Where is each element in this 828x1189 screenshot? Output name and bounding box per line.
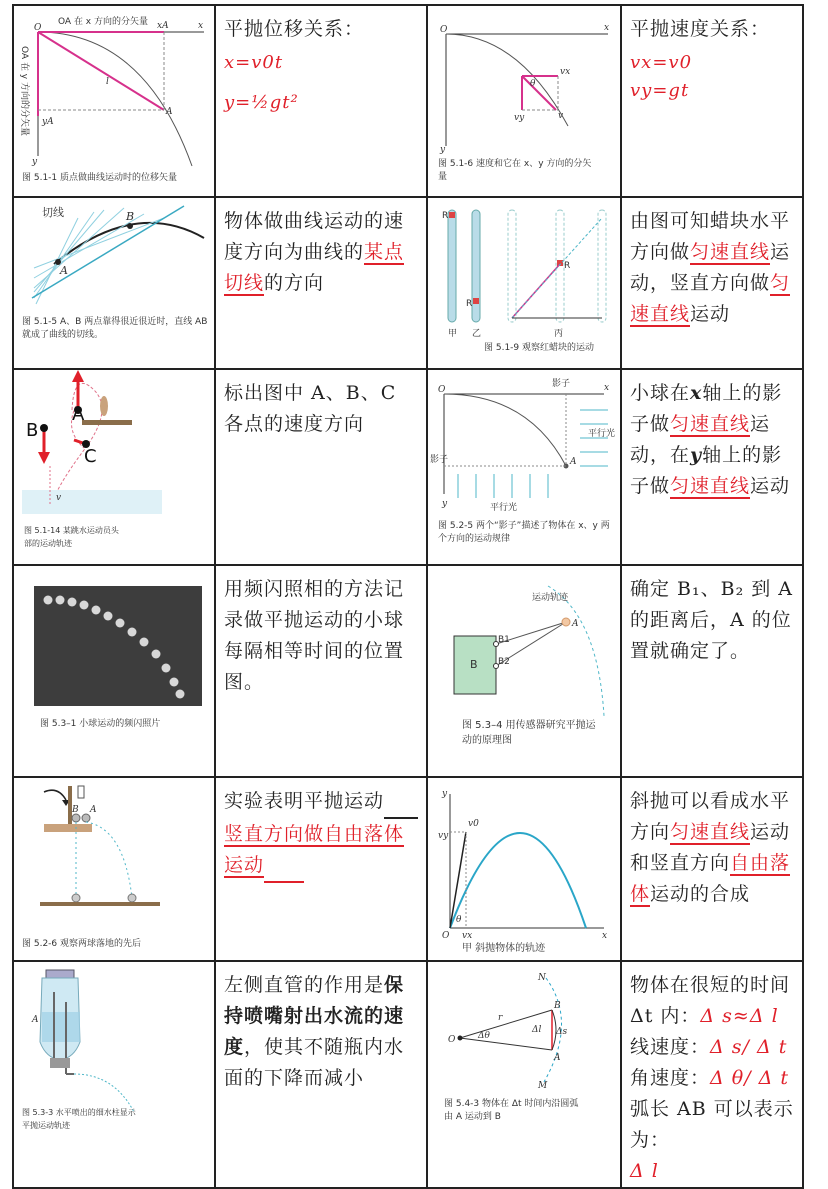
label-bing: 丙 xyxy=(554,329,564,339)
formula-vx: vx=v0 xyxy=(630,52,693,73)
figure-caption: 图 5.3-3 水平喷出的细水柱显示平抛运动轨迹 xyxy=(22,1108,136,1130)
text-cell xyxy=(621,5,803,197)
label-r2: R xyxy=(466,299,473,309)
label-b: B xyxy=(126,210,135,223)
text-line-1: 物体在很短的时间 xyxy=(630,974,791,996)
text-cell xyxy=(215,565,427,777)
label-m: M xyxy=(538,1081,548,1091)
label-ya: yA xyxy=(42,117,54,127)
table-row xyxy=(13,565,803,777)
figure-cell xyxy=(13,565,215,777)
answer-3: Δ θ/ Δ t xyxy=(710,1067,790,1089)
content-table xyxy=(12,4,804,1189)
figure-cell xyxy=(13,777,215,961)
answer-4: Δ l xyxy=(630,1160,659,1182)
label-tangent: 切线 xyxy=(42,206,64,219)
text-p1: 由图可知蜡块水平方向做 xyxy=(630,210,791,263)
label-c: C xyxy=(84,446,97,467)
label-track: 运动轨迹 xyxy=(532,593,569,603)
table-row xyxy=(13,961,803,1188)
text-line-2: Δt 内： xyxy=(630,1005,701,1027)
label-oa-x: OA 在 x 方向的分矢量 xyxy=(58,17,148,27)
table-row xyxy=(13,369,803,565)
figure-cell xyxy=(13,5,215,197)
label-vy: vy xyxy=(438,831,449,841)
axis-y: y xyxy=(690,444,703,466)
label-o: O xyxy=(438,385,446,395)
formula-y: y=½gt² xyxy=(224,92,299,113)
text-line-3: 线速度： xyxy=(630,1036,711,1058)
label-a: A xyxy=(554,1053,561,1063)
text-cell xyxy=(621,369,803,565)
label-a: A xyxy=(32,1015,39,1025)
text-p3: 运动，在 xyxy=(630,413,771,466)
label-shadow-2: 影子 xyxy=(430,455,449,465)
label-a: A xyxy=(90,805,97,815)
label-vx: vx xyxy=(560,67,571,77)
label-n: N xyxy=(538,973,546,983)
answer-2: 自由落体 xyxy=(630,852,791,905)
figure-caption: 图 5.4-3 物体在 Δt 时间内沿圆弧由 A 运动到 B xyxy=(444,1099,579,1122)
figure-caption: 图 5.3–4 用传感器研究平抛运动的原理图 xyxy=(462,720,596,746)
figure-cell xyxy=(13,961,215,1188)
label-a: A xyxy=(572,619,579,629)
figure-caption: 图 5.2-5 两个“影子”描述了物体在 x、y 两个方向的运动规律 xyxy=(438,521,610,544)
text-p4: 轴上的影子做 xyxy=(630,444,783,497)
title: 平抛位移关系： xyxy=(224,18,365,40)
label-x: x xyxy=(198,21,204,31)
label-parallel-light-2: 平行光 xyxy=(490,503,518,513)
label-theta: θ xyxy=(456,915,462,925)
figure-cell xyxy=(13,197,215,369)
label-o: O xyxy=(448,1035,456,1045)
figure-caption: 图 5.1-14 某跳水运动员头部的运动轨迹 xyxy=(24,526,119,548)
text-cell xyxy=(215,961,427,1188)
label-o: O xyxy=(442,931,450,941)
text-p3: 运动的合成 xyxy=(650,883,751,905)
label-r: r xyxy=(498,1013,503,1023)
label-parallel-light: 平行光 xyxy=(588,429,616,439)
label-b2: B2 xyxy=(498,657,510,667)
figure-cell xyxy=(427,777,621,961)
answer-1: Δ s≈Δ l xyxy=(700,1005,779,1027)
figure-cell xyxy=(427,197,621,369)
figure-caption: 图 5.1-6 速度和它在 x、y 方向的分矢量 xyxy=(438,159,592,182)
figure-caption: 甲 斜抛物体的轨迹 xyxy=(462,943,546,954)
label-xa: xA xyxy=(157,21,169,31)
figure-caption: 图 5.1-5 A、B 两点靠得很近很近时，直线 AB 就成了曲线的切线。 xyxy=(22,317,208,340)
text-cell xyxy=(621,197,803,369)
text-p1: 斜抛可以看成水平方向 xyxy=(630,790,791,843)
text-p2: 运动和竖直方向 xyxy=(630,821,791,874)
label-r3: R xyxy=(564,261,571,271)
formula-x: x=v0t xyxy=(224,52,284,73)
answer-2: 匀速直线 xyxy=(670,475,751,497)
text-p1: 用频闪照相的方法记录做平抛运动的小球每隔相等时间的位置图。 xyxy=(224,578,405,693)
label-y: y xyxy=(32,157,38,167)
figure-cell xyxy=(427,565,621,777)
label-x: x xyxy=(604,383,610,393)
figure-cell xyxy=(427,369,621,565)
text-line-5: 弧长 AB 可以表示为： xyxy=(630,1098,794,1151)
label-r1: R xyxy=(442,211,449,221)
text-p3: 运动 xyxy=(690,303,731,325)
label-v0: v0 xyxy=(468,819,479,829)
label-oa-y: OA 在 y 方向的分矢量 xyxy=(19,46,29,136)
label-l: l xyxy=(106,77,109,87)
label-v: v xyxy=(56,493,62,503)
label-b1: B1 xyxy=(498,635,510,645)
answer-1: 匀速直线 xyxy=(690,241,771,263)
label-theta: θ xyxy=(530,79,536,89)
label-jia: 甲 xyxy=(448,329,458,339)
figure-caption: 图 5.2-6 观察两球落地的先后 xyxy=(22,939,142,949)
label-b: B xyxy=(470,658,478,671)
label-y: y xyxy=(442,789,448,799)
table-row xyxy=(13,197,803,369)
text-bold: 保持喷嘴射出水流的速度 xyxy=(224,974,405,1058)
text-line-4: 角速度： xyxy=(630,1067,711,1089)
label-vx: vx xyxy=(462,931,473,941)
formula-vy: vy=gt xyxy=(630,80,690,101)
text-p2: 的方向 xyxy=(264,272,325,294)
label-x: x xyxy=(602,931,608,941)
label-yi: 乙 xyxy=(472,329,482,339)
label-y: y xyxy=(440,145,446,155)
text-cell xyxy=(215,369,427,565)
label-a: A xyxy=(570,457,577,467)
text-p1: 确定 B₁、B₂ 到 A 的距离后，A 的位置就确定了。 xyxy=(630,578,793,662)
label-dtheta: Δθ xyxy=(478,1031,490,1041)
text-p1: 小球在 xyxy=(630,382,691,404)
text-p1: 物体做曲线运动的速度方向为曲线的 xyxy=(224,210,405,263)
answer-1: 匀速直线 xyxy=(670,413,751,435)
label-o: O xyxy=(34,23,42,33)
text-p1: 标出图中 A、B、C 各点的速度方向 xyxy=(224,382,397,435)
text-p5: 运动 xyxy=(750,475,791,497)
label-v: v xyxy=(558,111,564,121)
text-p1: 实验表明平抛运动 xyxy=(224,790,385,812)
text-p2: ，使其不随瓶内水面的下降而减小 xyxy=(224,1036,405,1089)
projectile-figure xyxy=(428,778,620,961)
strobe-photo xyxy=(14,566,214,777)
text-cell xyxy=(215,5,427,197)
text-cell xyxy=(621,565,803,777)
text-p1: 左侧直管的作用是 xyxy=(224,974,385,996)
text-cell xyxy=(621,961,803,1188)
title: 平抛速度关系： xyxy=(630,18,771,40)
label-b: B xyxy=(72,805,79,815)
answer-2: 匀速直线 xyxy=(630,272,791,325)
tangent-figure xyxy=(14,198,214,369)
figure-caption: 图 5.1-9 观察红蜡块的运动 xyxy=(484,343,595,353)
text-cell xyxy=(621,777,803,961)
figure-caption: 图 5.1-1 质点做曲线运动时的位移矢量 xyxy=(22,173,178,183)
answer-1: 匀速直线 xyxy=(670,821,751,843)
label-b: B xyxy=(26,420,39,441)
figure-caption: 图 5.3–1 小球运动的频闪照片 xyxy=(40,719,161,729)
text-p2: 轴上的影子做 xyxy=(630,382,783,435)
text-p2: 运动，竖直方向做 xyxy=(630,241,791,294)
label-shadow-1: 影子 xyxy=(552,379,571,389)
two-balls-figure xyxy=(14,778,214,961)
label-y: y xyxy=(442,499,448,509)
answer-1: 某点切线 xyxy=(224,241,405,294)
label-b: B xyxy=(554,1001,561,1011)
table-row xyxy=(13,777,803,961)
label-dl: Δl xyxy=(532,1025,542,1035)
answer-2: Δ s/ Δ t xyxy=(710,1036,788,1058)
label-vy: vy xyxy=(514,113,525,123)
label-x: x xyxy=(604,23,610,33)
label-o: O xyxy=(440,25,448,35)
figure-cell xyxy=(427,5,621,197)
label-a: A xyxy=(166,107,173,117)
label-a: A xyxy=(72,404,85,425)
text-cell xyxy=(215,197,427,369)
answer-1: 竖直方向做自由落体运动 xyxy=(224,823,405,876)
axis-x: x xyxy=(690,382,703,404)
text-cell xyxy=(215,777,427,961)
figure-cell xyxy=(13,369,215,565)
displacement-figure xyxy=(14,6,214,197)
figure-cell xyxy=(427,961,621,1188)
table-row xyxy=(13,5,803,197)
label-ds: Δs xyxy=(556,1027,568,1037)
label-a: A xyxy=(60,264,68,277)
